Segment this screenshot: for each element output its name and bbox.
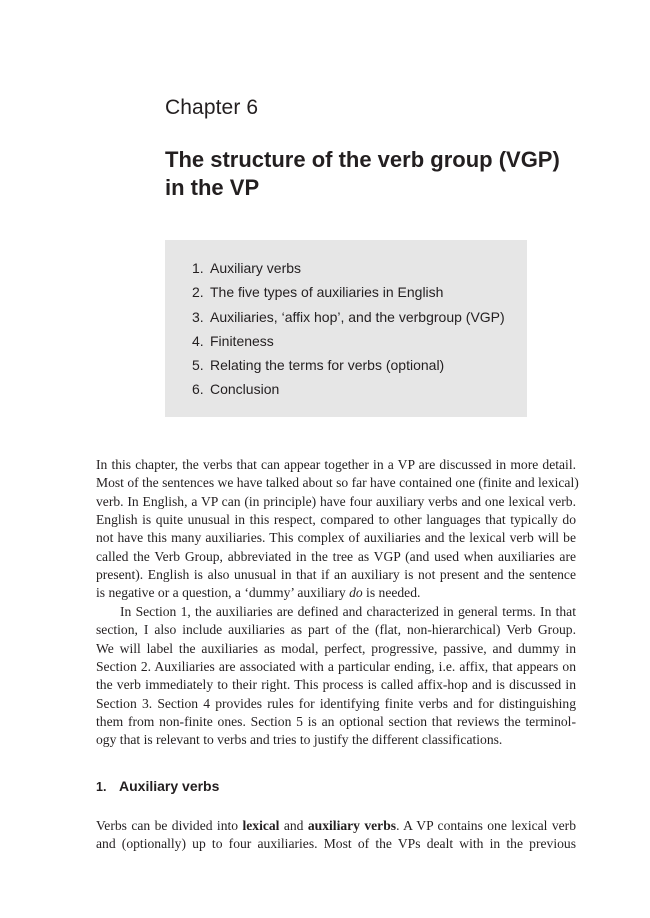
text-line: section, I also include auxiliaries as part of the (flat, non-hierarchical) Verb Group. xyxy=(96,622,576,638)
toc-item-label: Auxiliaries, ‘affix hop’, and the verbgroup (VGP) xyxy=(210,308,505,325)
text-line xyxy=(96,584,576,602)
text-line: not have this many auxiliaries. This complex of auxiliaries and the lexical verb will be xyxy=(96,530,576,546)
section-1-paragraph xyxy=(96,817,576,854)
toc-item xyxy=(165,330,527,354)
text-line: the verb immediately to their right. This process is called affix-hop and is discussed in xyxy=(96,677,576,693)
chapter-label: Chapter 6 xyxy=(165,96,259,119)
text-run: Verbs can be divided into xyxy=(96,818,243,833)
toc-item-label: Conclusion xyxy=(210,381,280,398)
italic-term: do xyxy=(349,585,363,601)
text-run: is needed. xyxy=(362,585,421,601)
toc-item-label: Relating the terms for verbs (optional) xyxy=(210,357,445,374)
text-line: We will label the auxiliaries as modal, perfect, progressive, passive, and dummy in xyxy=(96,640,576,656)
toc-item-label: The five types of auxiliaries in English xyxy=(210,284,444,301)
section-heading xyxy=(96,778,219,794)
text-line: Section 2. Auxiliaries are associated with a particular ending, i.e. affix, that appears on xyxy=(96,659,576,675)
section-number: 1. xyxy=(96,780,107,794)
toc-item-number: 4. xyxy=(192,332,204,349)
bold-term: lexical xyxy=(242,818,280,833)
text-line: present). English is also unusual in that if an auxiliary is not present and the sentence xyxy=(96,567,576,583)
intro-paragraph-2 xyxy=(96,603,576,750)
text-run: and xyxy=(279,818,308,833)
text-run: is negative or a question, a ‘dummy’ auxiliary xyxy=(96,585,350,601)
bold-term: auxiliary verbs xyxy=(307,818,397,833)
text-line: In this chapter, the verbs that can appear together in a VP are discussed in more detail. xyxy=(96,457,576,472)
toc-item-label: Auxiliary verbs xyxy=(210,260,302,276)
text-run: . A VP contains one lexical verb xyxy=(396,818,576,833)
text-line: ogy that is relevant to verbs and tries to justify the different classifications. xyxy=(96,732,503,748)
toc-item-number: 2. xyxy=(192,284,204,301)
text-line: and (optionally) up to four auxiliaries. Most of the VPs dealt with in the previous xyxy=(96,836,576,852)
toc-item-number: 3. xyxy=(192,308,204,325)
text-line: Section 3. Section 4 provides rules for identifying finite verbs and for distinguishing xyxy=(96,695,576,711)
intro-paragraph-1 xyxy=(96,456,579,603)
toc-item-number: 1. xyxy=(192,260,204,276)
toc-item xyxy=(165,281,527,305)
text-line: In Section 1, the auxiliaries are defined and characterized in general terms. In that xyxy=(120,604,576,619)
toc-item-number: 6. xyxy=(192,381,204,398)
chapter-title-line: in the VP xyxy=(165,175,260,200)
toc-item xyxy=(165,306,527,330)
toc-item xyxy=(165,378,527,402)
text-line: Most of the sentences we have talked about so far have contained one (finite and lexical) xyxy=(96,475,579,491)
text-line: verb. In English, a VP can (in principle) have four auxiliary verbs and one lexical verb. xyxy=(96,493,576,509)
chapter-title xyxy=(165,146,605,202)
chapter-title-line: The structure of the verb group (VGP) xyxy=(165,147,560,172)
chapter-contents-box xyxy=(165,240,527,417)
toc-item-number: 5. xyxy=(192,357,204,374)
text-line xyxy=(96,817,576,835)
text-line: English is quite unusual in this respect, compared to other languages that typically do xyxy=(96,512,576,528)
section-heading-label: Auxiliary verbs xyxy=(119,778,220,794)
text-line: called the Verb Group, abbreviated in the tree as VGP (and used when auxiliaries are xyxy=(96,548,576,564)
toc-item xyxy=(165,257,527,281)
toc-item-label: Finiteness xyxy=(210,332,274,349)
text-line: them from non-finite ones. Section 5 is an optional section that reviews the terminol- xyxy=(96,714,576,730)
toc-item xyxy=(165,354,527,378)
